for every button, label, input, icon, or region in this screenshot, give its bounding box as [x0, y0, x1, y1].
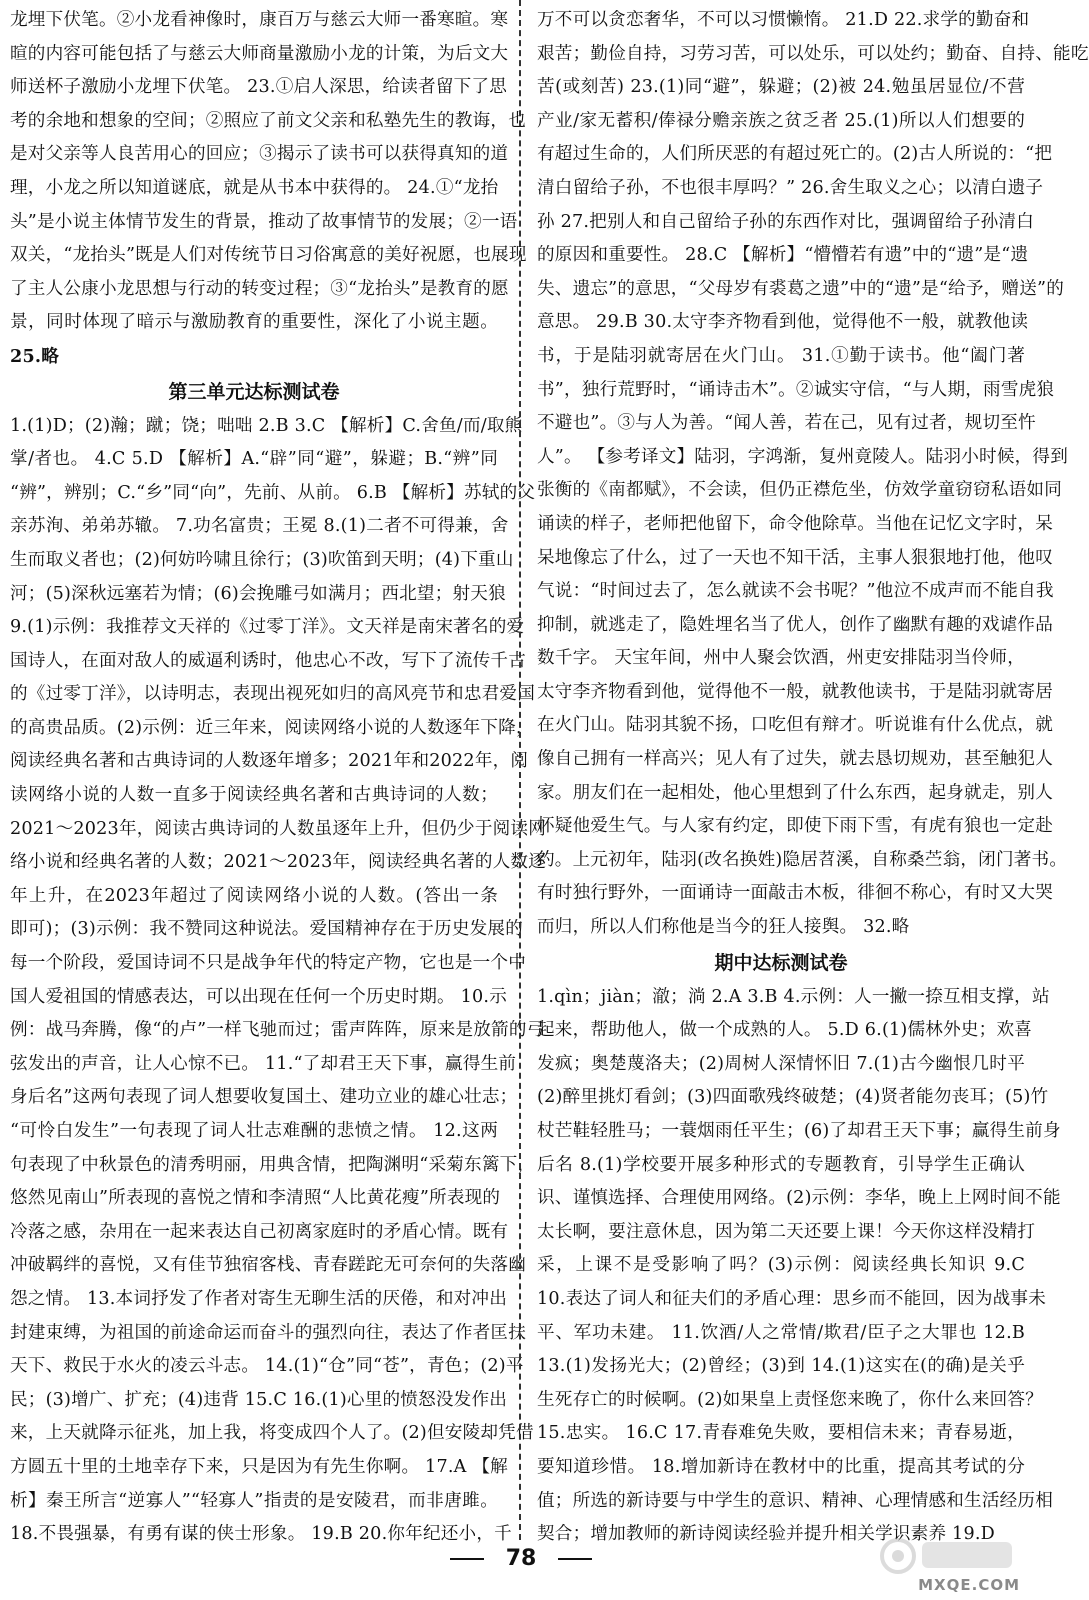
text-line: 1.(1)D；(2)瀚；蹴；饶；咄咄 2.B 3.C 【解析】C.舍鱼/而/取熊	[10, 415, 523, 436]
text-line: 18.不畏强暴，有勇有谋的侠士形象。 19.B 20.你年纪还小，千	[10, 1524, 512, 1545]
text-line: “辨”，辨别；C.“乡”同“向”，先前、从前。 6.B 【解析】苏轼的父	[10, 482, 536, 503]
text-line: 平、军功未建。 11.饮酒/人之常情/欺君/臣子之大罪也 12.B	[537, 1322, 1025, 1343]
text-line: 而归，所以人们称他是当今的狂人接舆。 32.略	[537, 917, 910, 938]
text-line: 了主人公康小龙思想与行动的转变过程；③“龙抬头”是教育的愿	[10, 278, 509, 299]
page-number: 78	[505, 1546, 537, 1571]
text-line: 来，上天就降示征兆，加上我，将变成四个人了。(2)但安陵却凭借	[10, 1423, 534, 1444]
text-line: 络小说和经典名著的人数；2021～2023年，阅读经典名著的人数逐	[10, 852, 546, 873]
text-line: 像自己拥有一样高兴；见人有了过失，就去恳切规劝，甚至触犯人	[537, 749, 1054, 770]
text-line: 理，小龙之所以知道谜底，就是从书本中获得的。 24.①“龙抬	[10, 177, 499, 198]
text-line: 孙 27.把别人和自己留给子孙的东西作对比，强调留给子孙清白	[537, 211, 1035, 232]
column-divider	[519, 0, 521, 1540]
text-line: 冲破羁绊的喜悦，又有佳节独宿客栈、青春蹉跎无可奈何的失落幽	[10, 1255, 527, 1276]
text-line: 方圆五十里的土地幸存下来，只是因为有先生你啊。 17.A 【解	[10, 1456, 508, 1477]
text-line: 太长啊，要注意休息，因为第二天还要上课！今天你这样没精打	[537, 1221, 1036, 1242]
text-line: 掌/者也。 4.C 5.D 【解析】A.“辟”同“避”，躲避；B.“辨”同	[10, 449, 498, 470]
text-line: 民；(3)增广、扩充；(4)违背 15.C 16.(1)心里的愤怒没发作出	[10, 1389, 508, 1410]
watermark-text: MXQE.COM	[918, 1576, 1020, 1594]
text-line: 清白留给子孙，不也很丰厚吗？” 26.舍生取义之心；以清白遗子	[537, 177, 1044, 198]
text-line: 读网络小说的人数一直多于阅读经典名著和古典诗词的人数；	[10, 785, 498, 806]
text-line: 双关，“龙抬头”既是人们对传统节日习俗寓意的美好祝愿，也展现	[10, 245, 527, 266]
text-line: 9.(1)示例：我推荐文天祥的《过零丁洋》。文天祥是南宋著名的爱	[10, 617, 525, 638]
text-line: 2021～2023年，阅读古典诗词的人数虽逐年上升，但仍少于阅读网	[10, 818, 546, 839]
footer-dash-right	[558, 1558, 592, 1560]
text-line: 25.略	[10, 345, 60, 367]
text-line: 产业/家无蓄积/俸禄分赡亲族之贫乏者 25.(1)所以人们想要的	[537, 110, 1025, 131]
text-line: 考的余地和想象的空间；②照应了前文父亲和私塾先生的教诲，也	[10, 110, 527, 131]
text-line: 生而取义者也；(2)何妨吟啸且徐行；(3)吹笛到天明；(4)下重山	[10, 549, 514, 570]
text-line: 例：战马奔腾，像“的卢”一样飞驰而过；雷声阵阵，原来是放箭的弓	[10, 1020, 545, 1041]
text-line: 身后名”这两句表现了词人想要收复国土、建功立业的雄心壮志；	[10, 1087, 518, 1108]
text-line: 生死存亡的时候啊。(2)如果皇上责怪您来晚了，你什么来回答？	[537, 1389, 1043, 1410]
text-line: 约。上元初年，陆羽(改名换姓)隐居苕溪，自称桑苎翁，闭门著书。	[537, 849, 1068, 870]
text-line: 即可)；(3)示例：我不赞同这种说法。爱国精神存在于历史发展的	[10, 919, 524, 940]
text-line: 要知道珍惜。 18.增加新诗在教材中的比重，提高其考试的分	[537, 1456, 1025, 1477]
text-line: 不避也”。③与人为善。“闻人善，若在己，见有过者，规切至忤	[537, 413, 1036, 434]
text-line: 书”，独行荒野时，“诵诗击木”。②诚实守信，“与人期，雨雪虎狼	[537, 379, 1055, 400]
text-line: 抑制，就逃走了，隐姓埋名当了优人，创作了幽默有趣的戏谑作品	[537, 614, 1054, 635]
text-line: 人”。 【参考译文】陆羽，字鸿渐，复州竟陵人。陆羽小时候，得到	[537, 446, 1069, 467]
text-line: 意思。 29.B 30.太守李齐物看到他，觉得他不一般，就教他读	[537, 312, 1029, 333]
right-column	[537, 4, 1089, 1552]
text-line: 怨之情。 13.本词抒发了作者对寄生无聊生活的厌倦，和对冲出	[10, 1288, 508, 1309]
text-line: 万不可以贪恋奢华，不可以习惯懒惰。 21.D 22.求学的勤奋和	[537, 10, 1030, 30]
text-line: 15.忠实。 16.C 17.青春难免失败，要相信未来；青春易逝，	[537, 1423, 1025, 1444]
text-line: 起来，帮助他人，做一个成熟的人。 5.D 6.(1)儒林外史；欢喜	[537, 1020, 1033, 1041]
text-line: 的《过零丁洋》，以诗明志，表现出视死如归的高风亮节和忠君爱国	[10, 684, 536, 705]
text-line: 暄的内容可能包括了与慈云大师商量激励小龙的计策，为后文大	[10, 43, 509, 64]
text-line: 国诗人，在面对敌人的威逼利诱时，他忠心不改，写下了流传千古	[10, 650, 527, 671]
text-line: 国人爱祖国的情感表达，可以出现在任何一个历史时期。 10.示	[10, 986, 508, 1007]
text-line: 失、遗忘”的意思，“父母岁有裘葛之遗”中的“遗”是“给予，赠送”的	[537, 278, 1065, 299]
text-line: 封建束缚，为祖国的前途命运而奋斗的强烈向往，表达了作者匡扶	[10, 1322, 527, 1343]
text-line: 气说：“时间过去了，怎么就读不会书呢？”他泣不成声而不能自我	[537, 581, 1054, 602]
text-line: 句表现了中秋景色的清秀明丽，用典含情，把陶渊明“采菊东篱下，	[10, 1154, 536, 1175]
text-line: 契合；增加教师的新诗阅读经验并提升相关学识素养 19.D	[537, 1524, 995, 1545]
text-line: 家。朋友们在一起相处，他心里想到了什么东西，起身就走，别人	[537, 782, 1054, 803]
text-line: 怀疑他爱生气。与人家有约定，即使下雨下雪，有虎有狼也一定赴	[537, 816, 1054, 837]
text-line: 阅读经典名著和古典诗词的人数逐年增多；2021年和2022年，阅	[10, 751, 529, 772]
text-line: (2)醉里挑灯看剑；(3)四面歌残终破楚；(4)贤者能勿丧耳；(5)竹	[537, 1087, 1049, 1108]
text-line: 苦(或刻苦) 23.(1)同“避”，躲避；(2)被 24.勉虽居显位/不营	[537, 77, 1025, 98]
text-line: 呆地像忘了什么，过了一天也不知干活，主事人狠狠地打他，他叹	[537, 547, 1054, 568]
text-line: 艰苦；勤俭自持，习劳习苦，可以处乐，可以处约；勤奋、自持、能吃	[537, 43, 1089, 64]
text-line: 每一个阶段，爱国诗词不只是战争年代的特定产物，它也是一个中	[10, 953, 527, 974]
text-line: 的高贵品质。(2)示例：近三年来，阅读网络小说的人数逐年下降，	[10, 717, 534, 738]
text-line: 析】秦王所言“逆寡人”“轻寡人”指责的是安陵君，而非唐雎。	[10, 1490, 498, 1511]
section-heading: 第三单元达标测试卷	[168, 380, 340, 403]
text-line: 亲苏洵、弟弟苏辙。 7.功名富贵；王冕 8.(1)二者不可得兼，舍	[10, 516, 509, 537]
text-line: 张衡的《南都赋》，不会读，但仍正襟危坐，仿效学童窃窃私语如同	[537, 480, 1063, 501]
text-line: 有时独行野外，一面诵诗一面敲击木板，徘徊不称心，有时又大哭	[537, 883, 1054, 904]
text-line: 1.qìn；jiàn；澈；淌 2.A 3.B 4.示例：人一撇一捺互相支撑，站	[537, 986, 1050, 1007]
text-line: 年上升，在2023年超过了阅读网络小说的人数。(答出一条	[10, 885, 498, 906]
footer-dash-left	[450, 1558, 484, 1560]
text-line: 龙埋下伏笔。②小龙看神像时，康百万与慈云大师一番寒暄。寒	[10, 10, 509, 30]
text-line: 杖芒鞋轻胜马；一蓑烟雨任平生；(6)了却君王天下事；赢得生前身	[537, 1121, 1061, 1141]
text-line: 师送杯子激励小龙埋下伏笔。 23.①启人深思，给读者留下了思	[10, 77, 508, 98]
left-column	[10, 4, 546, 1552]
text-line: 书，于是陆羽就寄居在火门山。 31.①勤于读书。他“阖门著	[537, 345, 1025, 366]
text-line: 冷落之感，杂用在一起来表达自己初离家庭时的矛盾心情。既有	[10, 1221, 509, 1242]
section-heading: 期中达标测试卷	[714, 951, 848, 974]
text-line: 天下、救民于水火的凌云斗志。 14.(1)“仓”同“苍”，青色；(2)平	[10, 1356, 524, 1377]
text-line: 悠然见南山”所表现的喜悦之情和李清照“人比黄花瘦”所表现的	[10, 1188, 501, 1209]
text-line: 有超过生命的，人们所厌恶的有超过死亡的。(2)古人所说的：“把	[537, 144, 1053, 165]
text-line: 发疯；奥楚蔑洛夫；(2)周树人深情怀旧 7.(1)古今幽恨几时平	[537, 1053, 1025, 1074]
text-line: 河；(5)深秋远塞若为情；(6)会挽雕弓如满月；西北望；射天狼	[10, 583, 506, 604]
text-line: 头”是小说主体情节发生的背景，推动了故事情节的发展；②一语	[10, 211, 518, 232]
text-line: 10.表达了词人和征夫们的矛盾心理：思乡而不能回，因为战事未	[537, 1288, 1047, 1309]
text-line: 采，上课不是受影响了吗？(3)示例：阅读经典长知识 9.C	[537, 1255, 1025, 1276]
text-line: “可怜白发生”一句表现了词人壮志难酬的悲愤之情。 12.这两	[10, 1121, 498, 1141]
text-line: 数千字。 天宝年间，州中人聚会饮酒，州吏安排陆羽当伶师，	[537, 648, 1025, 669]
text-line: 13.(1)发扬光大；(2)曾经；(3)到 14.(1)这实在(的确)是关乎	[537, 1356, 1025, 1377]
text-line: 太守李齐物看到他，觉得他不一般，就教他读书，于是陆羽就寄居	[537, 681, 1054, 702]
text-line: 识、谨慎选择、合理使用网络。(2)示例：李华，晚上上网时间不能	[537, 1188, 1061, 1209]
text-line: 弦发出的声音，让人心惊不已。 11.“了却君王天下事，赢得生前	[10, 1053, 517, 1074]
text-line: 的原因和重要性。 28.C 【解析】“懵懵若有遗”中的“遗”是“遗	[537, 245, 1029, 266]
text-line: 值；所选的新诗要与中学生的意识、精神、心理情感和生活经历相	[537, 1490, 1054, 1511]
text-line: 在火门山。陆羽其貌不扬，口吃但有辩才。听说谁有什么优点，就	[537, 715, 1054, 736]
text-line: 是对父亲等人良苦用心的回应；③揭示了读书可以获得真知的道	[10, 144, 509, 165]
text-line: 景，同时体现了暗示与激励教育的重要性，深化了小说主题。	[10, 312, 498, 333]
text-line: 诵读的样子，老师把他留下，命令他除草。当他在记忆文字时，呆	[537, 513, 1054, 534]
text-line: 后名 8.(1)学校要开展多种形式的专题教育，引导学生正确认	[537, 1154, 1025, 1175]
